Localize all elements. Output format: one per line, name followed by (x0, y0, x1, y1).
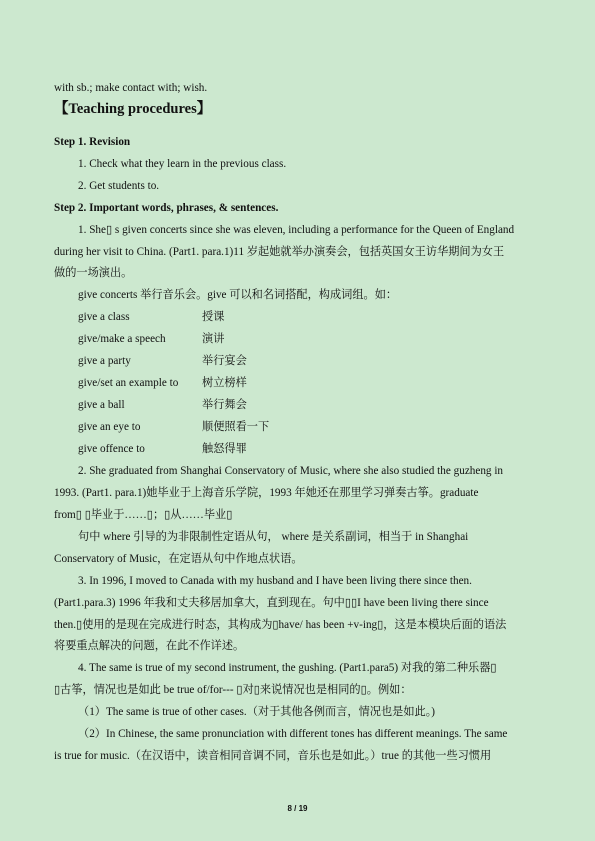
phrase-cn: 演讲 (202, 333, 225, 345)
text-line: from▯ ▯毕业于……▯；▯从……毕业▯ (54, 509, 233, 521)
text-line: then.▯使用的是现在完成进行时态，其构成为▯have/ has been +v-ing▯，这是本模块后面的语法 (54, 619, 507, 631)
text-line: give concerts 举行音乐会。give 可以和名词搭配，构成词组。如： (78, 289, 398, 301)
text-line: （2）In Chinese, the same pronunciation with different tones has different meanings. The same (78, 728, 508, 740)
text-line: （1）The same is true of other cases.（对于其他各例而言，情况也是如此。) (78, 706, 436, 718)
text-line: 2. Get students to. (78, 180, 160, 192)
phrase-en: give/make a speech (78, 333, 166, 345)
phrase-en: give/set an example to (78, 377, 179, 389)
phrase-en: give an eye to (78, 421, 141, 433)
phrase-cn: 顺便照看一下 (202, 421, 270, 433)
phrase-cn: 触怒得罪 (202, 443, 247, 455)
text-line: 2. She graduated from Shanghai Conservatory of Music, where she also studied the guzheng in (78, 465, 504, 477)
text-line: 做的一场演出。 (54, 267, 133, 279)
phrase-cn: 授课 (202, 311, 225, 323)
text-line: with sb.; make contact with; wish. (54, 82, 208, 94)
step-heading: Step 2. Important words, phrases, & sentences. (54, 202, 279, 214)
text-line: 1. Check what they learn in the previous class. (78, 158, 287, 170)
text-line: 1993. (Part1. para.1)她毕业于上海音乐学院，1993 年她还在那里学习弹奏古筝。graduate (54, 487, 479, 499)
phrase-cn: 举行宴会 (202, 355, 247, 367)
phrase-cn: 举行舞会 (202, 399, 247, 411)
phrase-cn: 树立榜样 (202, 377, 247, 389)
text-line: 句中 where 引导的为非限制性定语从句， where 是关系副词，相当于 in Shanghai (78, 531, 469, 543)
text-line: 将要重点解决的问题，在此不作详述。 (54, 640, 245, 652)
text-line: 4. The same is true of my second instrument, the gushing. (Part1.para5) 对我的第二种乐器▯ (78, 662, 497, 674)
text-line: is true for music.（在汉语中，读音相同音调不同，音乐也是如此。）true 的其他一些习惯用 (54, 750, 492, 762)
phrase-en: give offence to (78, 443, 145, 455)
text-line: ▯古筝，情况也是如此 be true of/for--- ▯对▯来说情况也是相同的▯。例如： (54, 684, 412, 696)
text-line: 1. She▯ s given concerts since she was eleven, including a performance for the Queen of England (78, 224, 515, 236)
phrase-en: give a ball (78, 399, 125, 411)
text-line: during her visit to China. (Part1. para.1)11 岁起她就举办演奏会，包括英国女王访华期间为女王 (54, 246, 505, 258)
step-heading: Step 1. Revision (54, 136, 131, 148)
text-line: 3. In 1996, I moved to Canada with my husband and I have been living there since then. (78, 575, 472, 587)
phrase-en: give a class (78, 311, 130, 323)
text-line: Conservatory of Music，在定语从句中作地点状语。 (54, 553, 303, 565)
text-line: (Part1.para.3) 1996 年我和丈夫移居加拿大，直到现在。句中▯▯I have been living there since (54, 597, 489, 609)
phrase-en: give a party (78, 355, 131, 367)
section-heading: 【Teaching procedures】 (54, 101, 212, 117)
page-number: 8 / 19 (287, 804, 308, 813)
